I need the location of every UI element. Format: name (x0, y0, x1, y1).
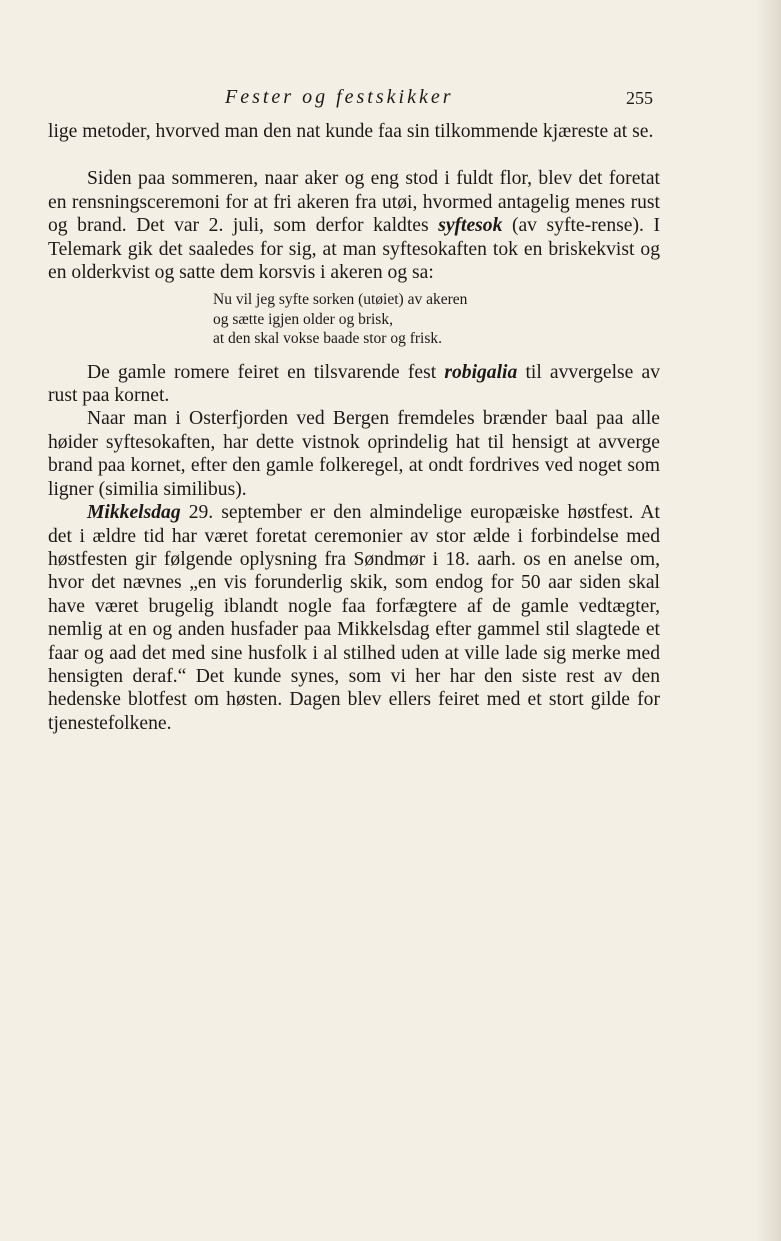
paragraph-3 (48, 361, 660, 408)
paragraph-2 (48, 167, 660, 284)
body-text (48, 120, 660, 735)
page-number: 255 (626, 88, 653, 108)
page-edge-shadow (755, 0, 781, 1241)
term-syftesok: syftesok (438, 215, 503, 237)
verse-line: Nu vil jeg syfte sorken (utøiet) av akeren (213, 291, 468, 309)
term-mikkelsdag: Mikkelsdag (87, 502, 181, 524)
paragraph-3-text-start: De gamle romere feiret en tilsvarende fest (87, 361, 445, 383)
page-header (0, 84, 781, 114)
paragraph-5 (48, 501, 660, 735)
paragraph-2-text-start: Siden paa sommeren, naar aker og eng stod i fuldt flor, blev det foretat en rensningsceremoni for at fri akeren fra utøi, hvormed antagelig menes rust og brand. Det var 2. juli, som derfor kaldtes (48, 168, 660, 237)
verse-line: at den skal vokse baade stor og frisk. (213, 330, 442, 348)
paragraph-4: Naar man i Osterfjorden ved Bergen fremdeles brænder baal paa alle høider syftesokaften, har dette vistnok oprindelig hat til hensigt at avverge brand paa kornet, efter den gamle folkeregel, at ondt fordrives ved noget som ligner (similia similibus). (48, 408, 660, 500)
term-robigalia: robigalia (444, 361, 518, 383)
paragraph-2-text-end: (av syfte-rense). I Telemark gik det saaledes for sig, at man syftesokaften tok en briskekvist og en olderkvist og satte dem korsvis i akeren og sa: (48, 215, 660, 284)
paragraph-1: lige metoder, hvorved man den nat kunde faa sin tilkommende kjæreste at se. (48, 121, 654, 142)
paragraph-5-text: 29. september er den almindelige europæiske høstfest. At det i ældre tid har været foretat ceremonier av stor ælde i forbindelse med høstfesten gir følgende oplysning fra Søndmør i 18. aarh. os en anelse om, hvor det nævnes „en vis forunderlig skik, som endog for 50 aar siden skal have været brugelig iblandt nogle faa forfægtere af de gamle vedtægter, nemlig at en og anden husfader paa Mikkelsdag efter gammel stil slagtede et faar og aad det med sine husfolk i al stilhed uden at ville lade sig merke med hensigten deraf.“ Det kunde synes, som vi her har den siste rest av den hedenske blotfest om høsten. Dagen blev ellers feiret med et stort gilde for tjenestefolkene. (48, 502, 660, 734)
verse-line: og sætte igjen older og brisk, (213, 310, 393, 328)
verse-quote (213, 290, 660, 348)
paragraph-3-text-end: til avvergelse av rust paa kornet. (48, 361, 660, 407)
running-title: Fester og festskikker (225, 86, 454, 108)
